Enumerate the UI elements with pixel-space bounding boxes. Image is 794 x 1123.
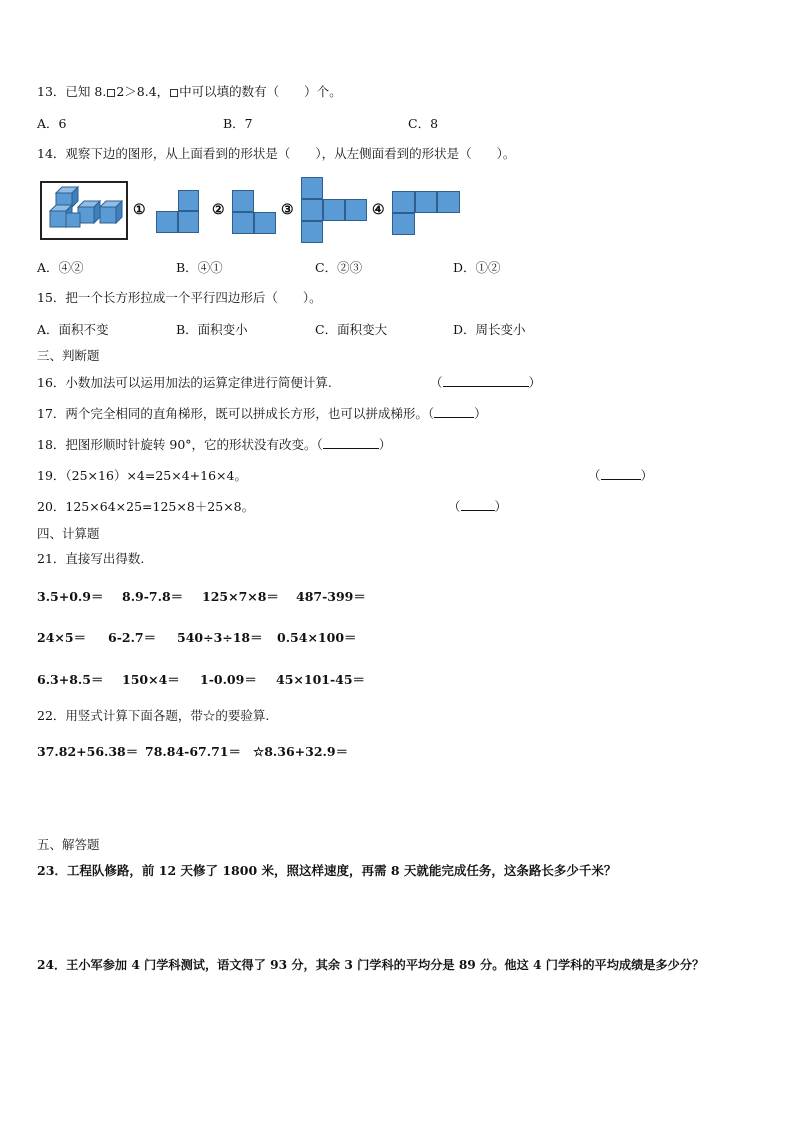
blank-box-icon [170, 89, 178, 97]
q22-stem: 22．用竖式计算下面各题，带☆的要验算. [37, 708, 270, 723]
q18-stem: 18．把图形顺时针旋转 90°，它的形状没有改变。（ ） [37, 437, 392, 452]
q17-stem: 17．两个完全相同的直角梯形，既可以拼成长方形，也可以拼成梯形。（ ） [37, 406, 487, 421]
square-icon [232, 190, 254, 212]
q21-expr: 540÷3÷18＝ [177, 630, 263, 645]
q22-expr: 78.84-67.71＝ [145, 744, 241, 759]
square-icon [178, 190, 199, 211]
q15-option-b[interactable]: B．面积变小 [176, 322, 248, 337]
q20-answer-blank[interactable]: （ ） [448, 499, 508, 514]
q16-answer-blank[interactable]: （ ） [430, 375, 542, 390]
square-icon [437, 191, 460, 213]
q14-label-1: ① [133, 202, 146, 218]
q19-answer-blank[interactable]: （ ） [588, 468, 654, 483]
q21-expr: 8.9-7.8＝ [122, 589, 184, 604]
blank-box-icon [107, 89, 115, 97]
q21-expr: 6-2.7＝ [108, 630, 157, 645]
square-icon [156, 211, 178, 233]
section-3-heading: 三、判断题 [37, 348, 100, 363]
q13-option-a[interactable]: A．6 [37, 116, 67, 131]
q17-answer-blank[interactable] [434, 406, 474, 418]
section-5-heading: 五、解答题 [37, 837, 100, 852]
square-icon [323, 199, 345, 221]
q21-expr: 3.5+0.9＝ [37, 589, 104, 604]
q14-option-c[interactable]: C．②③ [315, 260, 363, 275]
q14-label-3: ③ [281, 202, 294, 218]
q14-option-b[interactable]: B．④① [176, 260, 223, 275]
q22-expr: ☆8.36+32.9＝ [253, 744, 349, 759]
q13-option-c[interactable]: C．8 [408, 116, 439, 131]
q21-expr: 45×101-45＝ [276, 672, 366, 687]
q21-expr: 24×5＝ [37, 630, 87, 645]
q23-stem: 23．工程队修路，前 12 天修了 1800 米，照这样速度，再需 8 天就能完成任务，这条路长多少千米？ [37, 863, 617, 878]
q14-option-a[interactable]: A．④② [37, 260, 84, 275]
q15-option-c[interactable]: C．面积变大 [315, 322, 388, 337]
q13-stem: 13．已知 8. 2＞8.4， 中可以填的数有（ ）个。 [37, 84, 342, 99]
square-icon [392, 191, 415, 213]
q13-option-b[interactable]: B．7 [223, 116, 253, 131]
square-icon [232, 212, 254, 234]
q15-stem: 15．把一个长方形拉成一个平行四边形后（ ）。 [37, 290, 322, 305]
square-icon [301, 221, 323, 243]
square-icon [392, 213, 415, 235]
q21-expr: 6.3+8.5＝ [37, 672, 104, 687]
square-icon [254, 212, 276, 234]
q18-answer-blank[interactable] [323, 437, 379, 449]
q15-option-d[interactable]: D．周长变小 [453, 322, 526, 337]
q16-stem: 16．小数加法可以运用加法的运算定律进行简便计算. [37, 375, 332, 390]
q19-stem: 19．（25×16）×4=25×4+16×4。 [37, 468, 247, 483]
q14-stem: 14．观察下边的图形，从上面看到的形状是（ ），从左侧面看到的形状是（ ）。 [37, 146, 516, 161]
square-icon [345, 199, 367, 221]
square-icon [178, 211, 199, 233]
square-icon [415, 191, 437, 213]
q24-stem: 24．王小军参加 4 门学科测试，语文得了 93 分，其余 3 门学科的平均分是 89 分。他这 4 门学科的平均成绩是多少分？ [37, 958, 705, 972]
q20-stem: 20．125×64×25=125×8＋25×8。 [37, 499, 255, 514]
q21-expr: 150×4＝ [122, 672, 180, 687]
q21-expr: 487-399＝ [296, 589, 366, 604]
q14-label-2: ② [212, 202, 225, 218]
q14-solid-figure [40, 181, 128, 240]
q21-expr: 0.54×100＝ [277, 630, 357, 645]
q21-stem: 21．直接写出得数. [37, 551, 145, 566]
square-icon [301, 199, 323, 221]
q21-expr: 125×7×8＝ [202, 589, 279, 604]
q22-expr: 37.82+56.38＝ [37, 744, 139, 759]
q14-option-d[interactable]: D．①② [453, 260, 501, 275]
q21-expr: 1-0.09＝ [200, 672, 257, 687]
cube-stack-icon [42, 183, 126, 238]
square-icon [301, 177, 323, 199]
section-4-heading: 四、计算题 [37, 526, 100, 541]
q15-option-a[interactable]: A．面积不变 [37, 322, 109, 337]
q14-label-4: ④ [372, 202, 385, 218]
